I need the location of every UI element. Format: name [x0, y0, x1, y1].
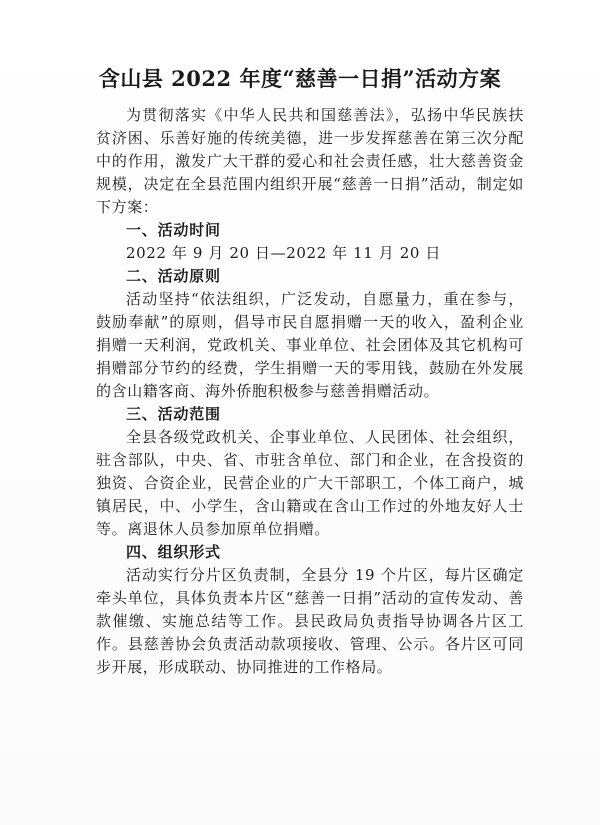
section-heading-principle: 二、活动原则 [126, 267, 221, 285]
section-heading-organization: 四、组织形式 [126, 543, 221, 561]
section-body-time: 2022 年 9 月 20 日—2022 年 11 月 20 日 [126, 244, 442, 262]
intro-paragraph: 为贯彻落实《中华人民共和国慈善法》，弘扬中华民族扶贫济困、乐善好施的传统美德，进一步发挥慈善在第三次分配中的作用，激发广大干群的爱心和社会责任感，壮大慈善资金规模，决定在全县范围内组织开展“慈善一日捐”活动，制定如下方案： [96, 106, 524, 216]
section-body-scope: 全县各级党政机关、企事业单位、人民团体、社会组织，驻含部队，中央、省、市驻含单位、部门和企业，在含投资的独资、合资企业，民营企业的广大干部职工，个体工商户，城镇居民，中、小学生，含山籍或在含山工作过的外地友好人士等。离退休人员参加原单位捐赠。 [96, 428, 524, 538]
document-title: 含山县 2022 年度“慈善一日捐”活动方案 [98, 66, 502, 91]
document-body [96, 104, 524, 679]
section-heading-time: 一、活动时间 [126, 221, 221, 239]
section-body-principle: 活动坚持“依法组织，广泛发动，自愿量力，重在参与，鼓励奉献”的原则，倡导市民自愿捐赠一天的收入，盈利企业捐赠一天利润，党政机关、事业单位、社会团体及其它机构可捐赠部分节约的经费，学生捐赠一天的零用钱，鼓励在外发展的含山籍客商、海外侨胞积极参与慈善捐赠活动。 [96, 290, 524, 400]
section-body-organization: 活动实行分片区负责制，全县分 19 个片区，每片区确定牵头单位，具体负责本片区“慈善一日捐”活动的宣传发动、善款催缴、实施总结等工作。县民政局负责指导协调各片区工作。县慈善协会负责活动款项接收、管理、公示。各片区可同步开展，形成联动、协同推进的工作格局。 [96, 566, 524, 676]
section-heading-scope: 三、活动范围 [126, 405, 221, 423]
